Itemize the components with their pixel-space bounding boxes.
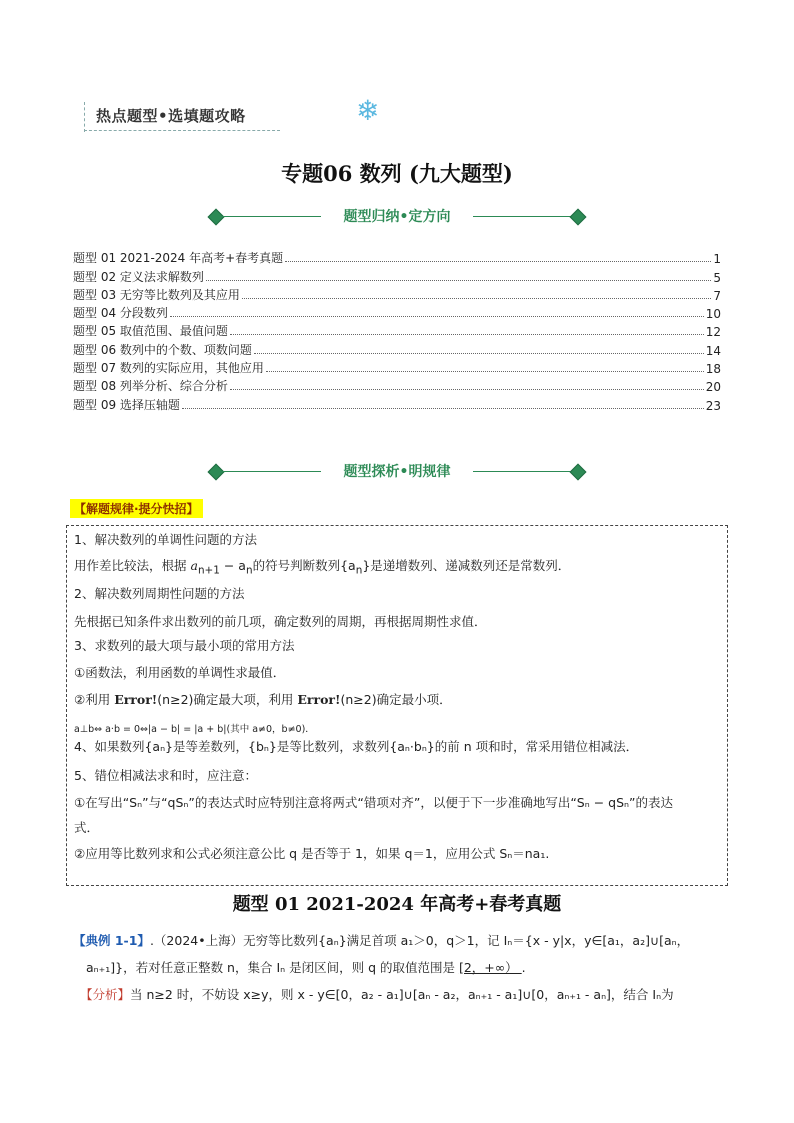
toc-row[interactable] xyxy=(73,339,721,357)
tip-body-5a-cont: 式． xyxy=(74,820,100,835)
tip-heading-4: 4、如果数列{aₙ}是等差数列，{bₙ}是等比数列，求数列{aₙ·bₙ}的前 n 项和时，常采用错位相减法． xyxy=(74,739,639,754)
diamond-icon xyxy=(570,209,587,226)
tips-box xyxy=(66,525,728,886)
toc-leader-dots xyxy=(182,408,704,409)
tip-heading-2: 2、解决数列周期性问题的方法 xyxy=(74,586,245,601)
toc-label: 题型 05 取值范围、最值问题 xyxy=(73,324,228,339)
toc-label: 题型 04 分段数列 xyxy=(73,306,168,321)
toc-page-number: 1 xyxy=(713,252,721,267)
example-line-2: aₙ₊₁]}，若对任意正整数 n，集合 Iₙ 是闭区间，则 q 的取值范围是 [2，+∞） . xyxy=(86,960,526,975)
toc-page-number: 23 xyxy=(705,398,721,413)
banner-toc-text: 题型归纳•定方向 xyxy=(343,209,451,225)
toc-page-number: 12 xyxy=(705,325,721,340)
toc-page-number: 14 xyxy=(705,343,721,358)
toc-row[interactable] xyxy=(73,321,721,339)
toc-leader-dots xyxy=(285,261,711,262)
toc-page-number: 7 xyxy=(713,288,721,303)
diamond-icon xyxy=(208,464,225,481)
toc-page-number: 5 xyxy=(713,270,721,285)
table-of-contents xyxy=(73,248,721,413)
header-horizontal-rule xyxy=(84,130,280,131)
toc-row[interactable] xyxy=(73,285,721,303)
tip-heading-3: 3、求数列的最大项与最小项的常用方法 xyxy=(74,638,295,653)
example-label: 【典例 1-1】 xyxy=(73,933,150,948)
document-title: 专题06 数列 (九大题型) xyxy=(281,161,513,186)
toc-page-number: 20 xyxy=(705,380,721,395)
example-answer: [2，+∞） xyxy=(458,960,522,975)
tip-body-1: 用作差比较法，根据 $a_{n+1} - a_n$的符号判断数列$\{a_n\}$是递增数列、递减数列还是常数列． xyxy=(74,558,571,577)
tip-body-5b: ②应用等比数列求和公式必须注意公比 q 是否等于 1，如果 q＝1，应用公式 Sₙ＝na₁. xyxy=(74,846,550,861)
toc-leader-dots xyxy=(254,353,704,354)
analysis-label: 【分析】 xyxy=(80,987,131,1002)
toc-page-number: 18 xyxy=(705,362,721,377)
banner-line xyxy=(221,471,321,472)
tips-tag: 【解题规律·提分快招】 xyxy=(70,499,203,518)
example-line-1: 【典例 1-1】.（2024•上海）无穷等比数列{aₙ}满足首项 a₁＞0，q＞1，记 Iₙ＝{x - y|x，y∈[a₁，a₂]∪[aₙ， xyxy=(73,933,690,948)
banner-line xyxy=(473,471,573,472)
toc-row[interactable] xyxy=(73,248,721,266)
toc-leader-dots xyxy=(242,298,711,299)
toc-row[interactable] xyxy=(73,394,721,412)
toc-label: 题型 01 2021-2024 年高考+春考真题 xyxy=(73,251,284,266)
toc-leader-dots xyxy=(266,371,704,372)
toc-label: 题型 09 选择压轴题 xyxy=(73,397,180,412)
banner-analysis xyxy=(207,462,587,484)
banner-toc xyxy=(207,207,587,229)
tip-body-2: 先根据已知条件求出数列的前几项，确定数列的周期，再根据周期性求值． xyxy=(74,614,487,629)
tip-heading-1: 1、解决数列的单调性问题的方法 xyxy=(74,532,257,547)
toc-label: 题型 03 无穷等比数列及其应用 xyxy=(73,287,240,302)
tip-body-3c: a⊥b⇔ a·b = 0⇔|a − b| = |a + b|(其中 a≠0，b≠0)． xyxy=(74,724,315,735)
toc-leader-dots xyxy=(206,280,711,281)
toc-label: 题型 02 定义法求解数列 xyxy=(73,269,204,284)
toc-row[interactable] xyxy=(73,303,721,321)
page-header xyxy=(84,94,380,134)
toc-leader-dots xyxy=(230,389,704,390)
toc-label: 题型 08 列举分析、综合分析 xyxy=(73,379,228,394)
toc-row[interactable] xyxy=(73,266,721,284)
snowflake-icon: ❄ xyxy=(356,94,380,127)
toc-label: 题型 06 数列中的个数、项数问题 xyxy=(73,342,252,357)
toc-row[interactable] xyxy=(73,376,721,394)
toc-page-number: 10 xyxy=(705,307,721,322)
toc-label: 题型 07 数列的实际应用，其他应用 xyxy=(73,361,264,376)
example-line-3: 【分析】当 n≥2 时，不妨设 x≥y，则 x - y∈[0，a₂ - a₁]∪[aₙ - a₂，aₙ₊₁ - a₁]∪[0，aₙ₊₁ - aₙ]，结合 Iₙ为 xyxy=(80,987,674,1002)
toc-row[interactable] xyxy=(73,358,721,376)
header-title: 热点题型•选填题攻略 xyxy=(96,107,246,125)
diamond-icon xyxy=(208,209,225,226)
tip-body-3b: ②利用 Error!(n≥2)确定最大项，利用 Error!(n≥2)确定最小项． xyxy=(74,692,452,707)
header-vertical-rule xyxy=(84,102,85,132)
banner-line xyxy=(221,216,321,217)
tip-body-3a: ①函数法，利用函数的单调性求最值． xyxy=(74,665,286,680)
banner-analysis-text: 题型探析•明规律 xyxy=(343,464,451,480)
banner-line xyxy=(473,216,573,217)
toc-leader-dots xyxy=(170,316,704,317)
tip-heading-5: 5、错位相减法求和时，应注意： xyxy=(74,768,257,783)
diamond-icon xyxy=(570,464,587,481)
toc-leader-dots xyxy=(230,334,704,335)
tip-body-5a: ①在写出“Sₙ”与“qSₙ”的表达式时应特别注意将两式“错项对齐”，以便于下一步准确地写出“Sₙ − qSₙ”的表达 xyxy=(74,795,673,810)
section-title: 题型 01 2021-2024 年高考+春考真题 xyxy=(232,894,562,915)
